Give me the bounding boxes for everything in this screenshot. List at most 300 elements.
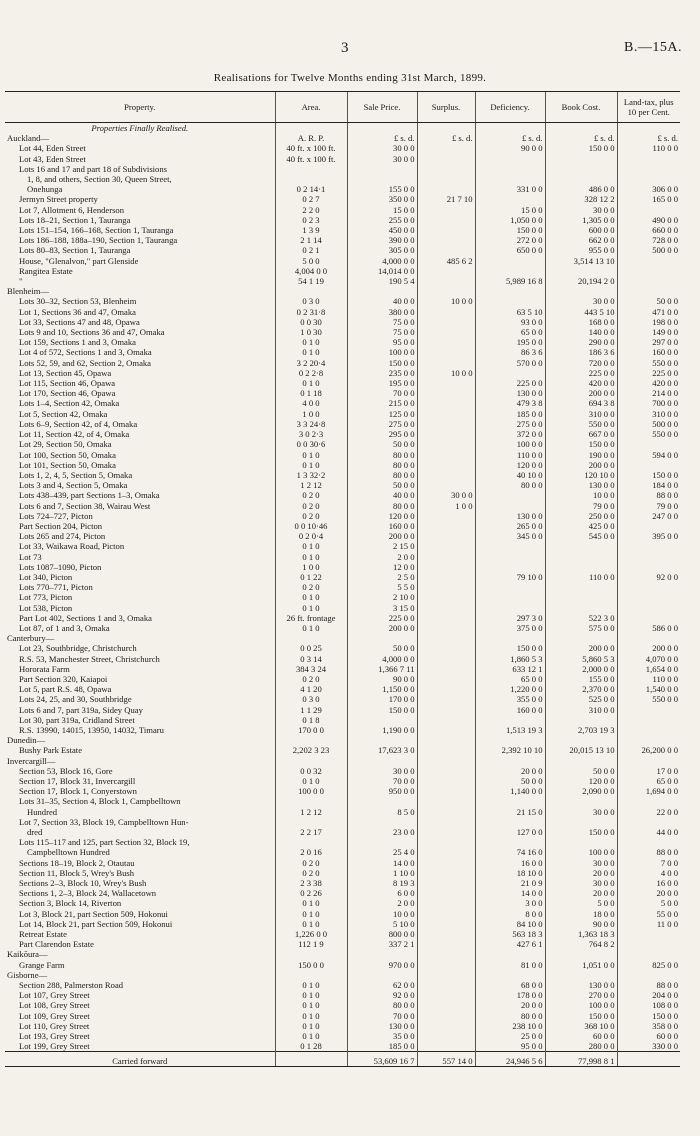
cell-area xyxy=(275,970,347,980)
cell-property: Bushy Park Estate xyxy=(19,745,83,756)
cell-surplus xyxy=(417,1041,475,1052)
cell-surplus xyxy=(417,939,475,949)
cell-book-cost: 270 0 0 xyxy=(545,990,617,1000)
cell-deficiency: £ s. d. xyxy=(475,133,545,143)
cell-surplus xyxy=(417,123,475,134)
cell-book-cost: 764 8 2 xyxy=(545,939,617,949)
cell-deficiency xyxy=(475,562,545,572)
table-row xyxy=(5,460,680,470)
cell-surplus xyxy=(417,745,475,755)
cell-book-cost: 2,000 0 0 xyxy=(545,664,617,674)
cell-area xyxy=(275,756,347,766)
cell-land-tax: 420 0 0 xyxy=(617,378,680,388)
cell-deficiency: 1,513 19 3 xyxy=(475,725,545,735)
table-row xyxy=(5,796,680,806)
cell-deficiency: 65 0 0 xyxy=(475,674,545,684)
cell-land-tax: 17 0 0 xyxy=(617,766,680,776)
cell-area: 0 1 0 xyxy=(275,776,347,786)
cell-property: Section 17, Block 31, Invercargill xyxy=(19,776,136,786)
cell-property: Lot 13, Section 45, Opawa xyxy=(19,367,112,378)
cell-area: 0 0 25 xyxy=(275,643,347,653)
cell-book-cost: 79 0 0 xyxy=(545,501,617,511)
cell-book-cost: 694 3 8 xyxy=(545,398,617,408)
cell-area xyxy=(275,796,347,806)
cell-sale-price: 70 0 0 xyxy=(347,1011,417,1021)
cell-property: Lot 73 xyxy=(19,551,42,562)
cell-surplus xyxy=(417,766,475,776)
cell-surplus xyxy=(417,837,475,847)
cell-sale-price: 40 0 0 xyxy=(347,490,417,500)
cell-sale-price: 1,150 0 0 xyxy=(347,684,417,694)
cell-deficiency: 86 3 6 xyxy=(475,347,545,357)
cell-area: 0 0 30 xyxy=(275,317,347,327)
cell-property: Lots 24, 25, and 30, Southbridge xyxy=(19,694,132,705)
table-row xyxy=(5,521,680,531)
cell-sale-price: 70 0 0 xyxy=(347,388,417,398)
cell-property: Lot 7, Allotment 6, Henderson xyxy=(19,204,125,215)
section-heading-row xyxy=(5,133,680,143)
cell-deficiency: 68 0 0 xyxy=(475,980,545,990)
cell-property: Lot 193, Grey Street xyxy=(19,1031,90,1042)
cell-book-cost: 2,703 19 3 xyxy=(545,725,617,735)
cell-property: Lot 14, Block 21, part Section 509, Hokonui xyxy=(19,918,173,929)
cell-deficiency: 225 0 0 xyxy=(475,378,545,388)
table-row xyxy=(5,347,680,357)
table-row xyxy=(5,317,680,327)
cell-property: Lots 52, 59, and 62, Section 2, Omaka xyxy=(19,357,151,368)
cell-surplus xyxy=(417,756,475,766)
cell-land-tax xyxy=(617,796,680,806)
cell-area xyxy=(275,949,347,959)
cell-sale-price: 800 0 0 xyxy=(347,929,417,939)
cell-surplus xyxy=(417,245,475,255)
cell-book-cost: 1,305 0 0 xyxy=(545,215,617,225)
cell-sale-price: £ s. d. xyxy=(347,133,417,143)
cell-deficiency: 633 12 1 xyxy=(475,664,545,674)
cell-deficiency: 355 0 0 xyxy=(475,694,545,704)
cell-sale-price: 4,000 0 0 xyxy=(347,256,417,266)
cell-land-tax xyxy=(617,164,680,174)
cell-deficiency: 127 0 0 xyxy=(475,827,545,837)
cell-surplus xyxy=(417,531,475,541)
cell-book-cost: 20 0 0 xyxy=(545,888,617,898)
cell-sale-price: 100 0 0 xyxy=(347,347,417,357)
table-row xyxy=(5,807,680,817)
cell-surplus xyxy=(417,980,475,990)
cell-land-tax: 225 0 0 xyxy=(617,368,680,378)
cell-property: Lots 115–117 and 125, part Section 32, Block 19, xyxy=(19,837,190,848)
table-row xyxy=(5,256,680,266)
table-row xyxy=(5,847,680,857)
cell-property: Lots 18–21, Section 1, Tauranga xyxy=(19,214,131,225)
cell-book-cost: 130 0 0 xyxy=(545,980,617,990)
table-row xyxy=(5,511,680,521)
cell-deficiency xyxy=(475,949,545,959)
cell-land-tax xyxy=(617,541,680,551)
cell-surplus xyxy=(417,276,475,286)
table-row xyxy=(5,1011,680,1021)
cell-land-tax: 110 0 0 xyxy=(617,674,680,684)
cell-sale-price: 130 0 0 xyxy=(347,1021,417,1031)
cell-deficiency: 331 0 0 xyxy=(475,184,545,194)
cell-area: 0 0 32 xyxy=(275,766,347,776)
cell-book-cost: 150 0 0 xyxy=(545,143,617,153)
cell-sale-price xyxy=(347,123,417,134)
cell-sale-price xyxy=(347,756,417,766)
cell-sale-price: 15 0 0 xyxy=(347,205,417,215)
cell-book-cost: 200 0 0 xyxy=(545,643,617,653)
cell-deficiency: 40 10 0 xyxy=(475,470,545,480)
table-row xyxy=(5,245,680,255)
table-row xyxy=(5,674,680,684)
section-heading-row xyxy=(5,949,680,959)
cell-surplus xyxy=(417,378,475,388)
cell-surplus: 10 0 0 xyxy=(417,368,475,378)
cell-sale-price: 23 0 0 xyxy=(347,827,417,837)
cell-surplus xyxy=(417,429,475,439)
cell-property: Lots 31–35, Section 4, Block 1, Campbelltown xyxy=(19,796,181,807)
cell-deficiency: 275 0 0 xyxy=(475,419,545,429)
table-row xyxy=(5,725,680,735)
cell-surplus xyxy=(417,613,475,623)
cell-area: 0 1 0 xyxy=(275,592,347,602)
cell-land-tax: 5 0 0 xyxy=(617,898,680,908)
cell-surplus xyxy=(417,511,475,521)
col-header-deficiency: Deficiency. xyxy=(475,92,545,123)
cell-property: Lot 110, Grey Street xyxy=(19,1020,90,1031)
cell-property: Lots 438–439, part Sections 1–3, Omaka xyxy=(19,490,160,501)
section-heading-row xyxy=(5,633,680,643)
cell-area: 0 2 0 xyxy=(275,674,347,684)
cell-land-tax: 330 0 0 xyxy=(617,1041,680,1052)
cell-area: 2 3 38 xyxy=(275,878,347,888)
cell-land-tax: 7 0 0 xyxy=(617,858,680,868)
cell-land-tax xyxy=(617,929,680,939)
cell-book-cost xyxy=(545,837,617,847)
table-row xyxy=(5,990,680,1000)
cell-land-tax: 490 0 0 xyxy=(617,215,680,225)
cell-deficiency xyxy=(475,164,545,174)
cell-book-cost: 30 0 0 xyxy=(545,205,617,215)
cell-deficiency xyxy=(475,756,545,766)
cell-land-tax: 20 0 0 xyxy=(617,888,680,898)
cell-land-tax: 26,200 0 0 xyxy=(617,745,680,755)
cell-surplus xyxy=(417,960,475,970)
cell-land-tax: 22 0 0 xyxy=(617,807,680,817)
section-heading-row xyxy=(5,756,680,766)
cell-property: Lot 538, Picton xyxy=(19,602,73,613)
table-row xyxy=(5,837,680,847)
cell-area: 0 1 0 xyxy=(275,990,347,1000)
cell-book-cost: 425 0 0 xyxy=(545,521,617,531)
cell-surplus xyxy=(417,154,475,164)
cell-sale-price: 195 0 0 xyxy=(347,378,417,388)
cell-sale-price: 30 0 0 xyxy=(347,154,417,164)
cell-surplus xyxy=(417,807,475,817)
cell-area xyxy=(275,837,347,847)
cell-book-cost: 250 0 0 xyxy=(545,511,617,521)
table-row xyxy=(5,868,680,878)
cell-area xyxy=(275,633,347,643)
table-row xyxy=(5,929,680,939)
cell-surplus xyxy=(417,388,475,398)
cell-surplus xyxy=(417,786,475,796)
cell-book-cost: 420 0 0 xyxy=(545,378,617,388)
cell-book-cost xyxy=(545,949,617,959)
cell-deficiency xyxy=(475,796,545,806)
column-header-row xyxy=(5,92,680,123)
table-row xyxy=(5,909,680,919)
cell-area: 0 1 0 xyxy=(275,552,347,562)
cell-sale-price xyxy=(347,949,417,959)
cell-property: " xyxy=(19,276,23,287)
cell-sale-price: 1 10 0 xyxy=(347,868,417,878)
table-row xyxy=(5,490,680,500)
cell-deficiency: 120 0 0 xyxy=(475,460,545,470)
cell-area: 0 1 0 xyxy=(275,378,347,388)
cell-deficiency: 1,050 0 0 xyxy=(475,215,545,225)
cell-deficiency xyxy=(475,296,545,306)
cell-sale-price: 90 0 0 xyxy=(347,674,417,684)
cell-property: Section 53, Block 16, Gore xyxy=(19,765,113,776)
cell-deficiency: 74 16 0 xyxy=(475,847,545,857)
cell-surplus xyxy=(417,684,475,694)
cell-sale-price: 53,609 16 7 xyxy=(347,1052,417,1067)
cell-sale-price: 2 0 0 xyxy=(347,898,417,908)
cell-sale-price: 70 0 0 xyxy=(347,776,417,786)
cell-property: Part Section 204, Picton xyxy=(19,520,103,531)
cell-deficiency: 80 0 0 xyxy=(475,1011,545,1021)
cell-book-cost: 5 0 0 xyxy=(545,898,617,908)
cell-surplus xyxy=(417,878,475,888)
table-row xyxy=(5,276,680,286)
cell-area: 0 1 0 xyxy=(275,1031,347,1041)
cell-land-tax: 728 0 0 xyxy=(617,235,680,245)
table-row xyxy=(5,715,680,725)
cell-sale-price: 35 0 0 xyxy=(347,1031,417,1041)
cell-property: Lot 199, Grey Street xyxy=(19,1041,90,1052)
table-row xyxy=(5,266,680,276)
cell-area: 1 2 12 xyxy=(275,807,347,817)
cell-land-tax: 108 0 0 xyxy=(617,1000,680,1010)
cell-deficiency: 1,860 5 3 xyxy=(475,654,545,664)
cell-sale-price: 390 0 0 xyxy=(347,235,417,245)
table-row xyxy=(5,766,680,776)
cell-book-cost: 280 0 0 xyxy=(545,1041,617,1052)
cell-surplus xyxy=(417,664,475,674)
cell-surplus xyxy=(417,286,475,296)
cell-land-tax xyxy=(617,817,680,827)
cell-property: Retreat Estate xyxy=(19,929,67,940)
cell-surplus: 1 0 0 xyxy=(417,501,475,511)
cell-surplus xyxy=(417,317,475,327)
table-row xyxy=(5,531,680,541)
cell-deficiency: 25 0 0 xyxy=(475,1031,545,1041)
cell-deficiency: 81 0 0 xyxy=(475,960,545,970)
cell-book-cost: 600 0 0 xyxy=(545,225,617,235)
cell-sale-price: 80 0 0 xyxy=(347,460,417,470)
cell-sale-price: 305 0 0 xyxy=(347,245,417,255)
cell-book-cost: 486 0 0 xyxy=(545,184,617,194)
table-row xyxy=(5,409,680,419)
cell-sale-price: 50 0 0 xyxy=(347,439,417,449)
table-row xyxy=(5,450,680,460)
table-row xyxy=(5,429,680,439)
cell-surplus xyxy=(417,450,475,460)
cell-area: 40 ft. x 100 ft. xyxy=(275,143,347,153)
table-row xyxy=(5,592,680,602)
cell-book-cost xyxy=(545,796,617,806)
cell-sale-price: 17,623 3 0 xyxy=(347,745,417,755)
cell-area: 0 1 28 xyxy=(275,1041,347,1052)
cell-land-tax: 700 0 0 xyxy=(617,398,680,408)
cell-book-cost xyxy=(545,154,617,164)
cell-property: Sections 18–19, Block 2, Otautau xyxy=(19,857,135,868)
cell-deficiency: 18 10 0 xyxy=(475,868,545,878)
cell-sale-price xyxy=(347,970,417,980)
cell-property: Lots 6 and 7, Section 38, Wairau West xyxy=(19,500,151,511)
table-row xyxy=(5,572,680,582)
cell-deficiency: 84 10 0 xyxy=(475,919,545,929)
table-row xyxy=(5,541,680,551)
cell-land-tax xyxy=(617,266,680,276)
cell-sale-price: 8 19 3 xyxy=(347,878,417,888)
cell-land-tax xyxy=(617,715,680,725)
cell-area xyxy=(275,286,347,296)
cell-property: Lot 100, Section 50, Omaka xyxy=(19,449,116,460)
cell-area xyxy=(275,174,347,184)
cell-property: Lots 1087–1090, Picton xyxy=(19,561,102,572)
cell-property: Lot 773, Picton xyxy=(19,592,73,603)
cell-land-tax: 110 0 0 xyxy=(617,143,680,153)
cell-area: 0 0 30·6 xyxy=(275,439,347,449)
cell-surplus: 30 0 0 xyxy=(417,490,475,500)
cell-surplus xyxy=(417,674,475,684)
cell-book-cost: 130 0 0 xyxy=(545,480,617,490)
cell-book-cost: 10 0 0 xyxy=(545,490,617,500)
cell-deficiency: 1,220 0 0 xyxy=(475,684,545,694)
cell-sale-price: 970 0 0 xyxy=(347,960,417,970)
cell-surplus xyxy=(417,572,475,582)
cell-property: Hundred xyxy=(27,806,58,817)
cell-property: Lot 107, Grey Street xyxy=(19,990,90,1001)
cell-surplus xyxy=(417,266,475,276)
cell-deficiency xyxy=(475,582,545,592)
cell-property: Part Section 320, Kaiapoi xyxy=(19,673,108,684)
cell-sale-price: 5 5 0 xyxy=(347,582,417,592)
cell-surplus xyxy=(417,143,475,153)
cell-surplus xyxy=(417,582,475,592)
cell-sale-price: 2 5 0 xyxy=(347,572,417,582)
cell-deficiency xyxy=(475,715,545,725)
table-row xyxy=(5,388,680,398)
table-row xyxy=(5,745,680,755)
cell-sale-price: 10 0 0 xyxy=(347,909,417,919)
cell-sale-price: 155 0 0 xyxy=(347,184,417,194)
cell-land-tax xyxy=(617,735,680,745)
cell-property: Lot 44, Eden Street xyxy=(19,143,86,154)
table-row xyxy=(5,776,680,786)
cell-deficiency: 8 0 0 xyxy=(475,909,545,919)
cell-deficiency xyxy=(475,501,545,511)
table-row xyxy=(5,398,680,408)
cell-area: 0 3 14 xyxy=(275,654,347,664)
table-row xyxy=(5,552,680,562)
cell-area: 40 ft. x 100 ft. xyxy=(275,154,347,164)
cell-book-cost xyxy=(545,123,617,134)
cell-land-tax xyxy=(617,552,680,562)
cell-area: 0 1 22 xyxy=(275,572,347,582)
cell-area: 0 2 2·8 xyxy=(275,368,347,378)
cell-surplus xyxy=(417,694,475,704)
cell-land-tax: 500 0 0 xyxy=(617,419,680,429)
cell-deficiency: 130 0 0 xyxy=(475,511,545,521)
cell-sale-price: 150 0 0 xyxy=(347,705,417,715)
cell-sale-price xyxy=(347,174,417,184)
col-header-land-tax: Land-tax, plus 10 per Cent. xyxy=(617,92,680,123)
cell-land-tax xyxy=(617,439,680,449)
cell-land-tax: 594 0 0 xyxy=(617,450,680,460)
cell-surplus: 557 14 0 xyxy=(417,1052,475,1067)
cell-property: Lot 1, Sections 36 and 47, Omaka xyxy=(19,306,136,317)
cell-book-cost: 150 0 0 xyxy=(545,439,617,449)
table-row xyxy=(5,143,680,153)
cell-property: Part Clarendon Estate xyxy=(19,939,94,950)
cell-deficiency xyxy=(475,256,545,266)
cell-deficiency xyxy=(475,368,545,378)
cell-book-cost: 140 0 0 xyxy=(545,327,617,337)
cell-deficiency: 297 3 0 xyxy=(475,613,545,623)
cell-book-cost: 18 0 0 xyxy=(545,909,617,919)
cell-sale-price: 62 0 0 xyxy=(347,980,417,990)
cell-book-cost: 150 0 0 xyxy=(545,827,617,837)
cell-area: 2 2 0 xyxy=(275,205,347,215)
cell-deficiency xyxy=(475,286,545,296)
cell-property: R.S. 53, Manchester Street, Christchurch xyxy=(19,653,160,664)
cell-land-tax xyxy=(617,154,680,164)
cell-sale-price: 2 0 0 xyxy=(347,552,417,562)
cell-property: Lot 33, Sections 47 and 48, Opawa xyxy=(19,316,140,327)
cell-book-cost: 525 0 0 xyxy=(545,694,617,704)
cell-book-cost: 30 0 0 xyxy=(545,296,617,306)
cell-property: Lots 265 and 274, Picton xyxy=(19,531,106,542)
cell-land-tax: 214 0 0 xyxy=(617,388,680,398)
cell-sale-price: 200 0 0 xyxy=(347,623,417,633)
cell-sale-price: 450 0 0 xyxy=(347,225,417,235)
table-row xyxy=(5,980,680,990)
cell-deficiency: 185 0 0 xyxy=(475,409,545,419)
cell-book-cost: 60 0 0 xyxy=(545,1031,617,1041)
cell-sale-price: 337 2 1 xyxy=(347,939,417,949)
cell-area: 3 0 2·3 xyxy=(275,429,347,439)
cell-sale-price xyxy=(347,715,417,725)
cell-surplus: 485 6 2 xyxy=(417,256,475,266)
cell-deficiency xyxy=(475,633,545,643)
col-header-property: Property. xyxy=(5,92,275,123)
cell-sale-price: 235 0 0 xyxy=(347,368,417,378)
cell-property: Lots 80–83, Section 1, Tauranga xyxy=(19,245,131,256)
cell-sale-price: 275 0 0 xyxy=(347,419,417,429)
table-row xyxy=(5,215,680,225)
cell-deficiency: 93 0 0 xyxy=(475,317,545,327)
table-row xyxy=(5,705,680,715)
cell-surplus xyxy=(417,184,475,194)
cell-book-cost: 77,998 8 1 xyxy=(545,1052,617,1067)
table-row xyxy=(5,919,680,929)
cell-property: Lots 770–771, Picton xyxy=(19,582,93,593)
cell-property: Lots 9 and 10, Sections 36 and 47, Omaka xyxy=(19,327,165,338)
cell-deficiency: 95 0 0 xyxy=(475,1041,545,1052)
